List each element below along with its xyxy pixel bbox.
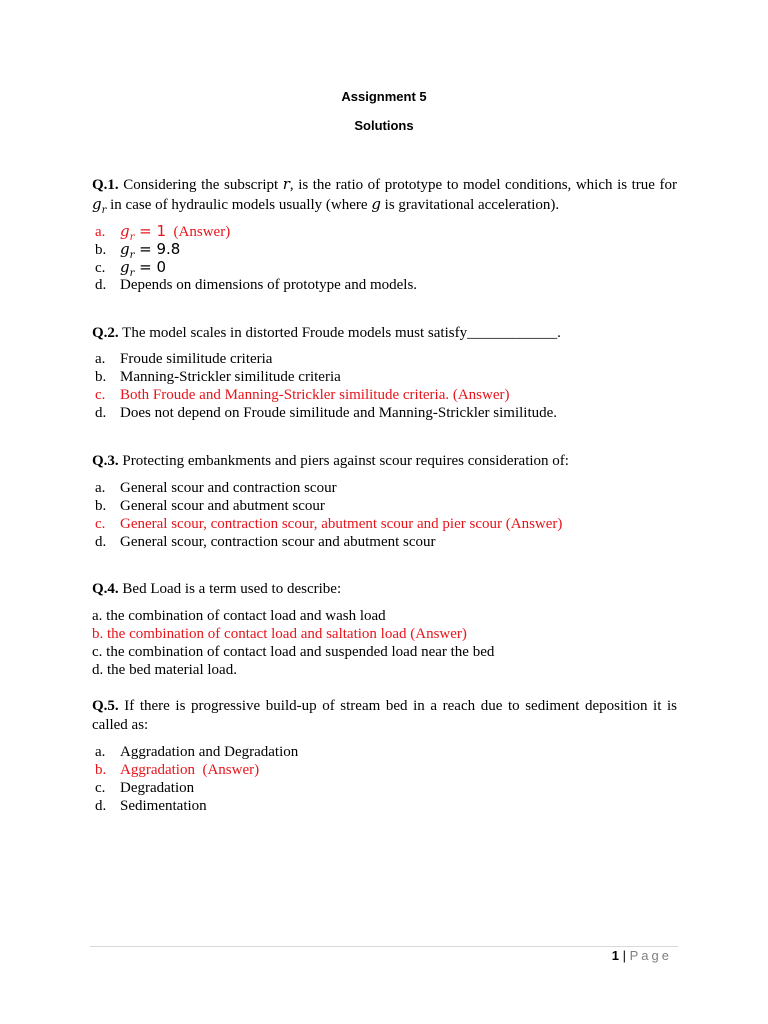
option-3a: a. General scour and contraction scour (95, 480, 337, 496)
question-5-options (95, 743, 695, 815)
option-2b: b. Manning-Strickler similitude criteria (95, 369, 341, 385)
option-2d: d. Does not depend on Froude similitude and Manning-Strickler similitude. (95, 405, 558, 421)
option-1b: b. $g_r = 9.8$ (95, 240, 181, 261)
option-math: $g_r = 0$ (120, 258, 167, 279)
question-3-text: Q.3. Protecting embankments and piers against scour requires consideration of: (92, 453, 569, 469)
document-title: Assignment 5 (341, 89, 427, 104)
option-1d: d. Depends on dimensions of prototype and models. (95, 277, 418, 293)
question-5-text: Q.5. If there is progressive build-up of stream bed in a reach due to sediment deposition it is called as: (92, 698, 677, 733)
page-number: 1 (611, 948, 620, 963)
question-4-number: Q.4. (92, 581, 119, 597)
option-4a: a. the combination of contact load and wash load (92, 608, 386, 624)
question-1-options (95, 222, 695, 294)
question-1-text: Q.1. Considering the subscript r, is the ratio of prototype to model conditions, which is true for $g_r$ in case of hydraulic models usually (where g is gravitational acceleration). (92, 175, 677, 216)
page-separator: | (619, 948, 630, 963)
question-2-number: Q.2. (92, 325, 119, 341)
option-5b-answer: b. Aggradation (Answer) (95, 762, 260, 778)
math-var-g: g (371, 195, 381, 213)
question-2-text: Q.2. The model scales in distorted Froude models must satisfy____________. (92, 325, 561, 341)
option-2c-answer: c. Both Froude and Manning-Strickler similitude criteria. (Answer) (95, 387, 510, 403)
page-label: Page (629, 948, 672, 963)
question-3-options (95, 479, 695, 551)
math-var-r: r (282, 175, 290, 193)
option-4b-answer: b. the combination of contact load and saltation load (Answer) (92, 626, 467, 642)
option-5d: d. Sedimentation (95, 798, 207, 814)
option-math: $g_r = 9.8$ (120, 240, 181, 261)
question-2-options (95, 350, 695, 422)
question-5-number: Q.5. (92, 698, 119, 714)
option-4d: d. the bed material load. (92, 662, 237, 678)
option-3c-answer: c. General scour, contraction scour, abutment scour and pier scour (Answer) (95, 516, 563, 532)
page-footer (612, 948, 672, 963)
option-1a-answer: a. $g_r = 1$ (Answer) (95, 222, 231, 243)
question-1-number: Q.1. (92, 177, 119, 193)
option-5c: c. Degradation (95, 780, 195, 796)
document-subtitle: Solutions (354, 118, 414, 133)
question-4-text: Q.4. Bed Load is a term used to describe: (92, 581, 342, 597)
option-4c: c. the combination of contact load and suspended load near the bed (92, 644, 495, 660)
option-3b: b. General scour and abutment scour (95, 498, 325, 514)
option-3d: d. General scour, contraction scour and abutment scour (95, 534, 436, 550)
option-math: $g_r = 1$ (120, 222, 167, 243)
footer-divider (90, 946, 678, 947)
option-1c: c. $g_r = 0$ (95, 258, 167, 279)
question-4-options (92, 607, 692, 679)
question-3-number: Q.3. (92, 453, 119, 469)
option-5a: a. Aggradation and Degradation (95, 744, 299, 760)
math-var-g-r: $g_r$ (92, 195, 107, 216)
option-2a: a. Froude similitude criteria (95, 351, 273, 367)
